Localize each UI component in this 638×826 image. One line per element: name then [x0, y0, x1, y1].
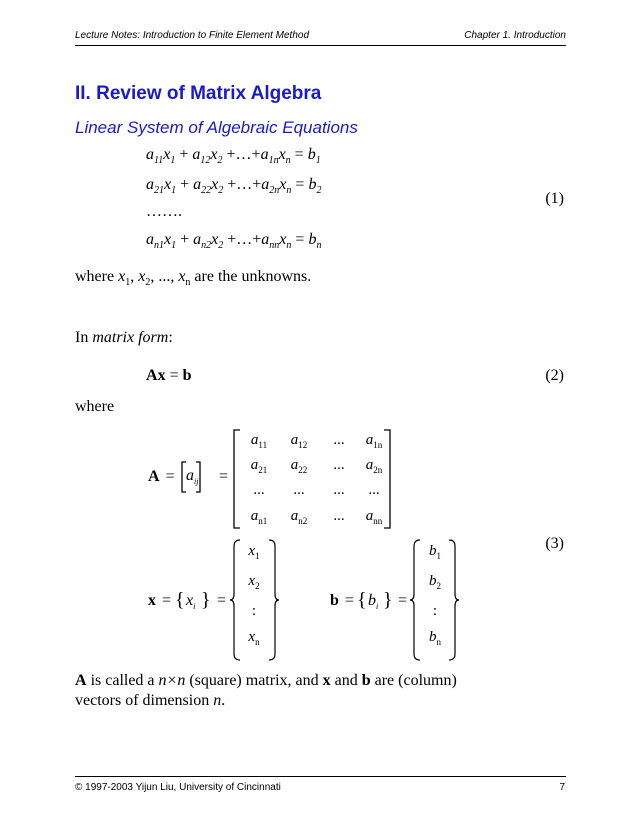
conclusion-line2: vectors of dimension n.: [75, 692, 226, 709]
header-rule: [75, 45, 566, 46]
unknowns-sentence: where $x_1$, $x_2$, ..., $x_n$ are the unknowns.: [75, 268, 312, 289]
eq3-A-def: A =: [148, 468, 175, 485]
b-vector-entry: $b_n$: [429, 629, 441, 647]
b-vector-entry: $b_1$: [429, 543, 441, 561]
running-header-right: Chapter 1. Introduction: [464, 30, 566, 41]
eq3-x-def: x =: [148, 592, 172, 609]
matrix-A-cell: $a_{1n}$: [365, 432, 383, 450]
matrix-A-cell: $a_{22}$: [290, 457, 308, 475]
x-vector-entry: $x_2$: [248, 573, 260, 591]
bi-symbol: $b_i$: [368, 592, 379, 612]
eq3-x-equals: =: [217, 592, 227, 609]
eq3-number: (3): [545, 535, 564, 552]
eq3-b-equals: =: [398, 592, 408, 609]
xi-symbol: $x_i$: [186, 592, 196, 612]
matrix-A-cell: $a_{11}$: [250, 432, 268, 450]
subsection-title: Linear System of Algebraic Equations: [75, 118, 358, 137]
conclusion-line1: A is called a n×n (square) matrix, and x and b are (column): [75, 672, 457, 689]
page-number: 7: [559, 782, 565, 793]
eq1-number: (1): [545, 190, 564, 207]
matrix-A-cell: $a_{n1}$: [250, 508, 268, 526]
where-label: where: [75, 398, 115, 415]
section-title: II. Review of Matrix Algebra: [75, 83, 322, 104]
x-vector-entry: $x_n$: [248, 629, 260, 647]
matrix-form-sentence: In matrix form:: [75, 329, 173, 346]
xi-brace-open: {: [175, 589, 185, 611]
eq1-dots: …….: [146, 203, 182, 220]
xi-brace-close: }: [201, 589, 211, 611]
b-vector-entry: $b_2$: [429, 573, 441, 591]
matrix-A-cell: ...: [333, 508, 345, 524]
eq1-row1: $a_{11}x_1 + a_{12}x_2$ $+\dots+a_{1n}x_n = b_1$: [146, 146, 321, 167]
eq2: Ax = b: [146, 367, 192, 384]
footer-rule: [75, 776, 566, 777]
matrix-A-cell: ...: [333, 457, 345, 473]
matrix-A-cell: ...: [368, 482, 380, 498]
x-vector-entry: $x_1$: [248, 543, 260, 561]
matrix-A-cell: $a_{21}$: [250, 457, 268, 475]
matrix-A-cell: ...: [253, 482, 265, 498]
bi-brace-open: {: [357, 589, 367, 611]
aij-symbol: $a_{ij}$: [186, 467, 199, 487]
matrix-A-cell: $a_{n2}$: [290, 508, 308, 526]
running-header-left: Lecture Notes: Introduction to Finite Element Method: [75, 30, 310, 41]
matrix-A-cell: ...: [333, 432, 345, 448]
matrix-A-cell: $a_{12}$: [290, 432, 308, 450]
matrix-A-cell: $a_{2n}$: [365, 457, 383, 475]
eq1-row3: $a_{n1}x_1 + a_{n2}x_2$ $+\dots+a_{nn}x_n = b_n$: [146, 231, 322, 252]
matrix-A-cell: $a_{nn}$: [365, 508, 383, 526]
matrix-A-cell: ...: [293, 482, 305, 498]
eq3-equals: =: [219, 468, 229, 485]
b-vector-entry: :: [432, 603, 438, 619]
x-vector-entry: :: [251, 603, 257, 619]
eq3-b-def: b =: [330, 592, 354, 609]
eq1-row2: $a_{21}x_1 + a_{22}x_2$ $+\dots+a_{2n}x_n = b_2$: [146, 176, 322, 197]
eq2-number: (2): [545, 367, 564, 384]
matrix-A-cell: ...: [333, 482, 345, 498]
footer-copyright: © 1997-2003 Yijun Liu, University of Cincinnati: [75, 782, 281, 793]
bi-brace-close: }: [383, 589, 393, 611]
